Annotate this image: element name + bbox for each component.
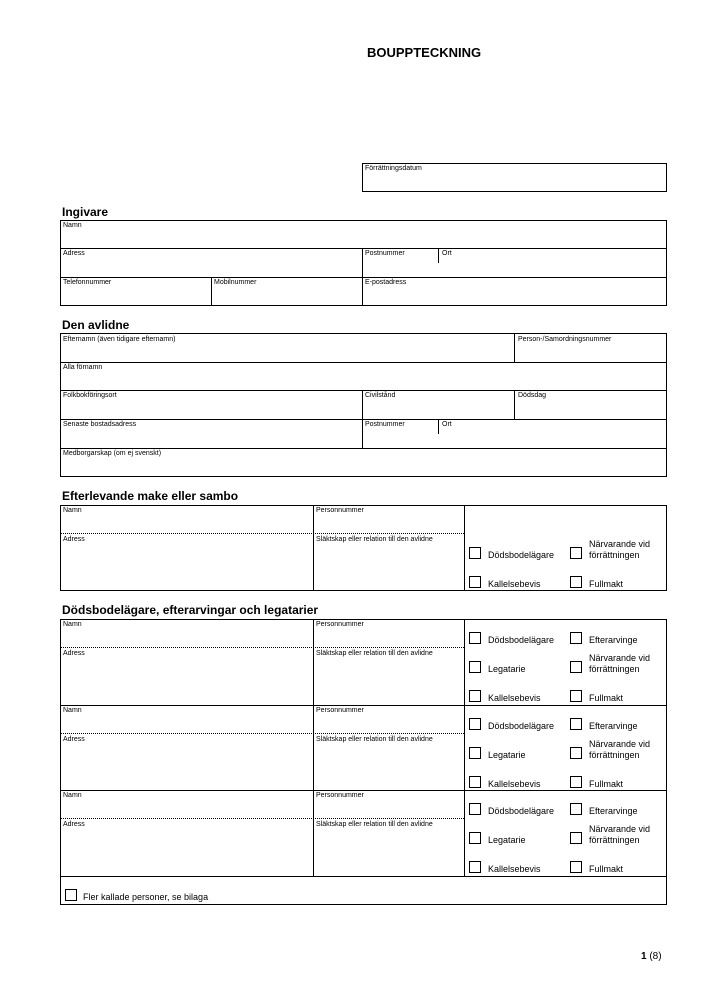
fler-kallade-checkbox[interactable]	[65, 889, 77, 901]
ingivare-namn-field[interactable]: Namn	[63, 222, 82, 229]
delagare-2-slaktskap-field[interactable]: Släktskap eller relation till den avlidne	[316, 736, 433, 743]
section-make-heading: Efterlevande make eller sambo	[62, 489, 239, 503]
delagare-3-slaktskap-field[interactable]: Släktskap eller relation till den avlidne	[316, 821, 433, 828]
delagare-2-namn-field[interactable]: Namn	[63, 707, 82, 714]
make-narvarande-label-1: Närvarande vid	[589, 539, 651, 549]
avlidne-ort-field[interactable]: Ort	[442, 421, 452, 428]
delagare-3-kallelsebevis-label: Kallelsebevis	[488, 864, 541, 874]
delagare-2-narvarande-checkbox[interactable]	[570, 747, 582, 759]
page-number	[641, 951, 662, 962]
delagare-3-fullmakt-checkbox[interactable]	[570, 861, 582, 873]
make-narvarande-checkbox[interactable]	[570, 547, 582, 559]
delagare-2-efterarvinge-label: Efterarvinge	[589, 721, 638, 731]
avlidne-civilstand-field[interactable]: Civilstånd	[365, 392, 396, 399]
delagare-2-fullmakt-checkbox[interactable]	[570, 776, 582, 788]
section-ingivare-heading: Ingivare	[62, 205, 109, 219]
make-kallelsebevis-label: Kallelsebevis	[488, 579, 541, 589]
delagare-1-narvarande-label-2: förrättningen	[589, 664, 640, 674]
delagare-1-kallelsebevis-checkbox[interactable]	[469, 690, 481, 702]
delagare-2-dodsbodelagare-label: Dödsbodelägare	[488, 721, 555, 731]
ingivare-telefon-field[interactable]: Telefonnummer	[63, 279, 112, 286]
section-avlidne-heading: Den avlidne	[62, 318, 130, 332]
ingivare-postnummer-field[interactable]: Postnummer	[365, 250, 405, 257]
delagare-2-personnummer-field[interactable]: Personnummer	[316, 707, 364, 714]
fler-kallade-label: Fler kallade personer, se bilaga	[83, 892, 209, 902]
delagare-3-fullmakt-label: Fullmakt	[589, 864, 624, 874]
delagare-2-kallelsebevis-checkbox[interactable]	[469, 776, 481, 788]
delagare-3-namn-field[interactable]: Namn	[63, 792, 82, 799]
page-current: 1	[641, 951, 647, 962]
make-adress-field[interactable]: Adress	[63, 536, 85, 543]
delagare-2-dodsbodelagare-checkbox[interactable]	[469, 718, 481, 730]
avlidne-postnummer-field[interactable]: Postnummer	[365, 421, 405, 428]
delagare-1-legatarie-label: Legatarie	[488, 664, 526, 674]
delagare-3-narvarande-checkbox[interactable]	[570, 832, 582, 844]
delagare-1-narvarande-label-1: Närvarande vid	[589, 653, 651, 663]
make-narvarande-label-2: förrättningen	[589, 550, 640, 560]
delagare-3-efterarvinge-checkbox[interactable]	[570, 803, 582, 815]
page-total: (8)	[649, 951, 662, 962]
make-slaktskap-field[interactable]: Släktskap eller relation till den avlidne	[316, 536, 433, 543]
delagare-2-kallelsebevis-label: Kallelsebevis	[488, 779, 541, 789]
delagare-3-efterarvinge-label: Efterarvinge	[589, 806, 638, 816]
delagare-3-dodsbodelagare-label: Dödsbodelägare	[488, 806, 555, 816]
delagare-3-kallelsebevis-checkbox[interactable]	[469, 861, 481, 873]
delagare-2-efterarvinge-checkbox[interactable]	[570, 718, 582, 730]
avlidne-bostadsadress-field[interactable]: Senaste bostadsadress	[63, 421, 137, 428]
make-fullmakt-checkbox[interactable]	[570, 576, 582, 588]
delagare-3-legatarie-label: Legatarie	[488, 835, 526, 845]
delagare-3-narvarande-label-2: förrättningen	[589, 835, 640, 845]
delagare-1-efterarvinge-label: Efterarvinge	[589, 635, 638, 645]
avlidne-fornamn-field[interactable]: Alla förnamn	[63, 364, 103, 371]
delagare-3-personnummer-field[interactable]: Personnummer	[316, 792, 364, 799]
delagare-2-legatarie-label: Legatarie	[488, 750, 526, 760]
avlidne-medborgarskap-field[interactable]: Medborgarskap (om ej svenskt)	[63, 450, 162, 457]
make-personnummer-field[interactable]: Personnummer	[316, 507, 364, 514]
page-title: BOUPPTECKNING	[367, 45, 482, 60]
delagare-1-personnummer-field[interactable]: Personnummer	[316, 621, 364, 628]
make-kallelsebevis-checkbox[interactable]	[469, 576, 481, 588]
delagare-1-slaktskap-field[interactable]: Släktskap eller relation till den avlidne	[316, 650, 433, 657]
delagare-3-dodsbodelagare-checkbox[interactable]	[469, 803, 481, 815]
avlidne-efternamn-field[interactable]: Efternamn (även tidigare efternamn)	[63, 336, 176, 343]
avlidne-dodsdag-field[interactable]: Dödsdag	[518, 392, 547, 399]
delagare-1-fullmakt-label: Fullmakt	[589, 693, 624, 703]
avlidne-personnummer-field[interactable]: Person-/Samordningsnummer	[518, 336, 612, 343]
ingivare-mobil-field[interactable]: Mobilnummer	[214, 279, 257, 286]
delagare-1-adress-field[interactable]: Adress	[63, 650, 85, 657]
make-fullmakt-label: Fullmakt	[589, 579, 624, 589]
delagare-1-efterarvinge-checkbox[interactable]	[570, 632, 582, 644]
ingivare-section	[60, 220, 667, 306]
delagare-1-fullmakt-checkbox[interactable]	[570, 690, 582, 702]
delagare-1-kallelsebevis-label: Kallelsebevis	[488, 693, 541, 703]
ingivare-adress-field[interactable]: Adress	[63, 250, 85, 257]
delagare-1-narvarande-checkbox[interactable]	[570, 661, 582, 673]
delagare-2-adress-field[interactable]: Adress	[63, 736, 85, 743]
section-delagare-heading: Dödsbodelägare, efterarvingar och legatarier	[62, 603, 319, 617]
ingivare-epost-field[interactable]: E-postadress	[365, 279, 407, 286]
make-dodsbodelagare-checkbox[interactable]	[469, 547, 481, 559]
forrattningsdatum-label: Förrättningsdatum	[365, 165, 422, 172]
delagare-1-dodsbodelagare-label: Dödsbodelägare	[488, 635, 555, 645]
delagare-1-legatarie-checkbox[interactable]	[469, 661, 481, 673]
delagare-3-adress-field[interactable]: Adress	[63, 821, 85, 828]
delagare-3-legatarie-checkbox[interactable]	[469, 832, 481, 844]
delagare-2-narvarande-label-1: Närvarande vid	[589, 739, 651, 749]
make-namn-field[interactable]: Namn	[63, 507, 82, 514]
avlidne-folkbokforingsort-field[interactable]: Folkbokföringsort	[63, 392, 117, 399]
delagare-2-narvarande-label-2: förrättningen	[589, 750, 640, 760]
delagare-1-namn-field[interactable]: Namn	[63, 621, 82, 628]
ingivare-ort-field[interactable]: Ort	[442, 250, 452, 257]
delagare-2-legatarie-checkbox[interactable]	[469, 747, 481, 759]
make-dodsbodelagare-label: Dödsbodelägare	[488, 550, 555, 560]
delagare-2-fullmakt-label: Fullmakt	[589, 779, 624, 789]
delagare-1-dodsbodelagare-checkbox[interactable]	[469, 632, 481, 644]
delagare-3-narvarande-label-1: Närvarande vid	[589, 824, 651, 834]
